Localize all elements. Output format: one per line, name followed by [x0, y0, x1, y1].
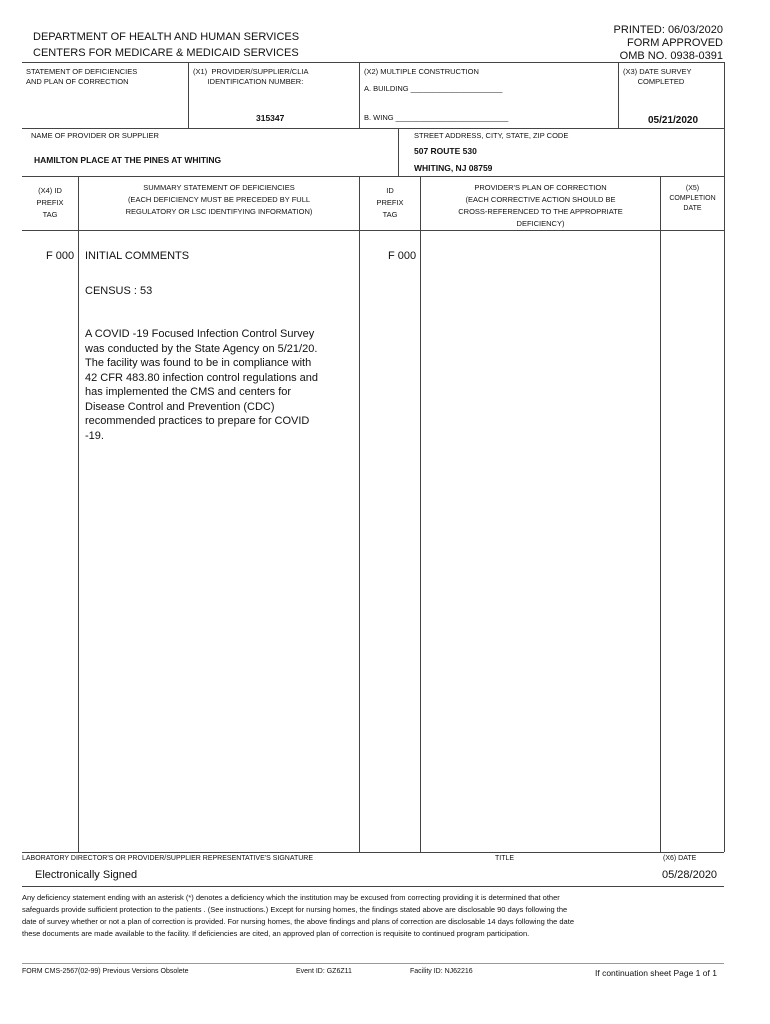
form-number: FORM CMS-2567(02-99) Previous Versions Obsolete	[22, 968, 189, 975]
department-name: DEPARTMENT OF HEALTH AND HUMAN SERVICES	[33, 31, 300, 43]
id-header: ID PREFIX TAG	[376, 186, 404, 219]
signature-date: 05/28/2020	[662, 869, 718, 881]
deficiency-text: A COVID -19 Focused Infection Control Survey was conducted by the State Agency on 5/21/20. The facility was found to be in compliance with 42 CFR 483.80 infection control regulations and has implemented the CMS and centers for Disease Control and Prevention (CDC) recommended practices to prepare for COVID -19.	[85, 328, 318, 442]
provider-name: HAMILTON PLACE AT THE PINES AT WHITING	[34, 155, 222, 165]
omb-number: OMB NO. 0938-0391	[619, 50, 723, 62]
provider-id: 315347	[256, 113, 285, 123]
x1-label: (X1) PROVIDER/SUPPLIER/CLIA IDENTIFICATION NUMBER:	[193, 67, 309, 86]
plan-id-tag: F 000	[388, 250, 417, 262]
address-street: 507 ROUTE 530	[414, 146, 477, 156]
x2-label: (X2) MULTIPLE CONSTRUCTION	[364, 67, 479, 76]
date-label: (X6) DATE	[663, 855, 697, 862]
agency-name: CENTERS FOR MEDICARE & MEDICAID SERVICES	[33, 47, 299, 59]
statement-label: STATEMENT OF DEFICIENCIES AND PLAN OF CORRECTION	[26, 67, 138, 86]
facility-id: Facility ID: NJ62216	[410, 968, 473, 975]
event-id: Event ID: GZ6Z11	[296, 968, 352, 975]
signature-label: LABORATORY DIRECTOR'S OR PROVIDER/SUPPLIER REPRESENTATIVE'S SIGNATURE	[22, 855, 314, 862]
address-label: STREET ADDRESS, CITY, STATE, ZIP CODE	[414, 131, 569, 140]
census: CENSUS : 53	[85, 285, 153, 297]
address-city: WHITING, NJ 08759	[414, 163, 493, 173]
wing-field: B. WING ___________________________	[364, 113, 509, 122]
provider-name-label: NAME OF PROVIDER OR SUPPLIER	[31, 131, 159, 140]
form-approved: FORM APPROVED	[627, 37, 723, 49]
x3-label: (X3) DATE SURVEY COMPLETED	[623, 67, 692, 86]
page-indicator: If continuation sheet Page 1 of 1	[595, 968, 717, 978]
x5-header: (X5) COMPLETION DATE	[669, 185, 716, 212]
deficiency-tag: F 000	[46, 250, 75, 262]
building-field: A. BUILDING ______________________	[364, 84, 503, 93]
signature-value: Electronically Signed	[35, 869, 138, 881]
printed-date: PRINTED: 06/03/2020	[613, 24, 723, 36]
summary-header: SUMMARY STATEMENT OF DEFICIENCIES (EACH DEFICIENCY MUST BE PRECEDED BY FULL REGULATORY OR LSC IDENTIFYING INFORMATION)	[125, 183, 313, 216]
disclaimer: Any deficiency statement ending with an asterisk (*) denotes a deficiency which the institution may be excused from correcting providing it is determined that other safeguards provide sufficient protection to the patients . (See instructions.) Except for nursing homes, the findings stated above are disclosable 90 days following the date of survey whether or not a plan of correction is provided. For nursing homes, the above findings and plans of correction are disclosable 14 days following the date these documents are made available to the facility. If deficiencies are cited, an approved plan of correction is requisite to continued program participation.	[22, 893, 574, 938]
plan-header: PROVIDER'S PLAN OF CORRECTION (EACH CORRECTIVE ACTION SHOULD BE CROSS-REFERENCED TO THE APPROPRIATE DEFICIENCY)	[458, 183, 623, 228]
title-label: TITLE	[495, 855, 515, 862]
x4-header: (X4) ID PREFIX TAG	[36, 186, 64, 219]
survey-date: 05/21/2020	[648, 115, 699, 126]
entry-heading: INITIAL COMMENTS	[85, 250, 190, 262]
